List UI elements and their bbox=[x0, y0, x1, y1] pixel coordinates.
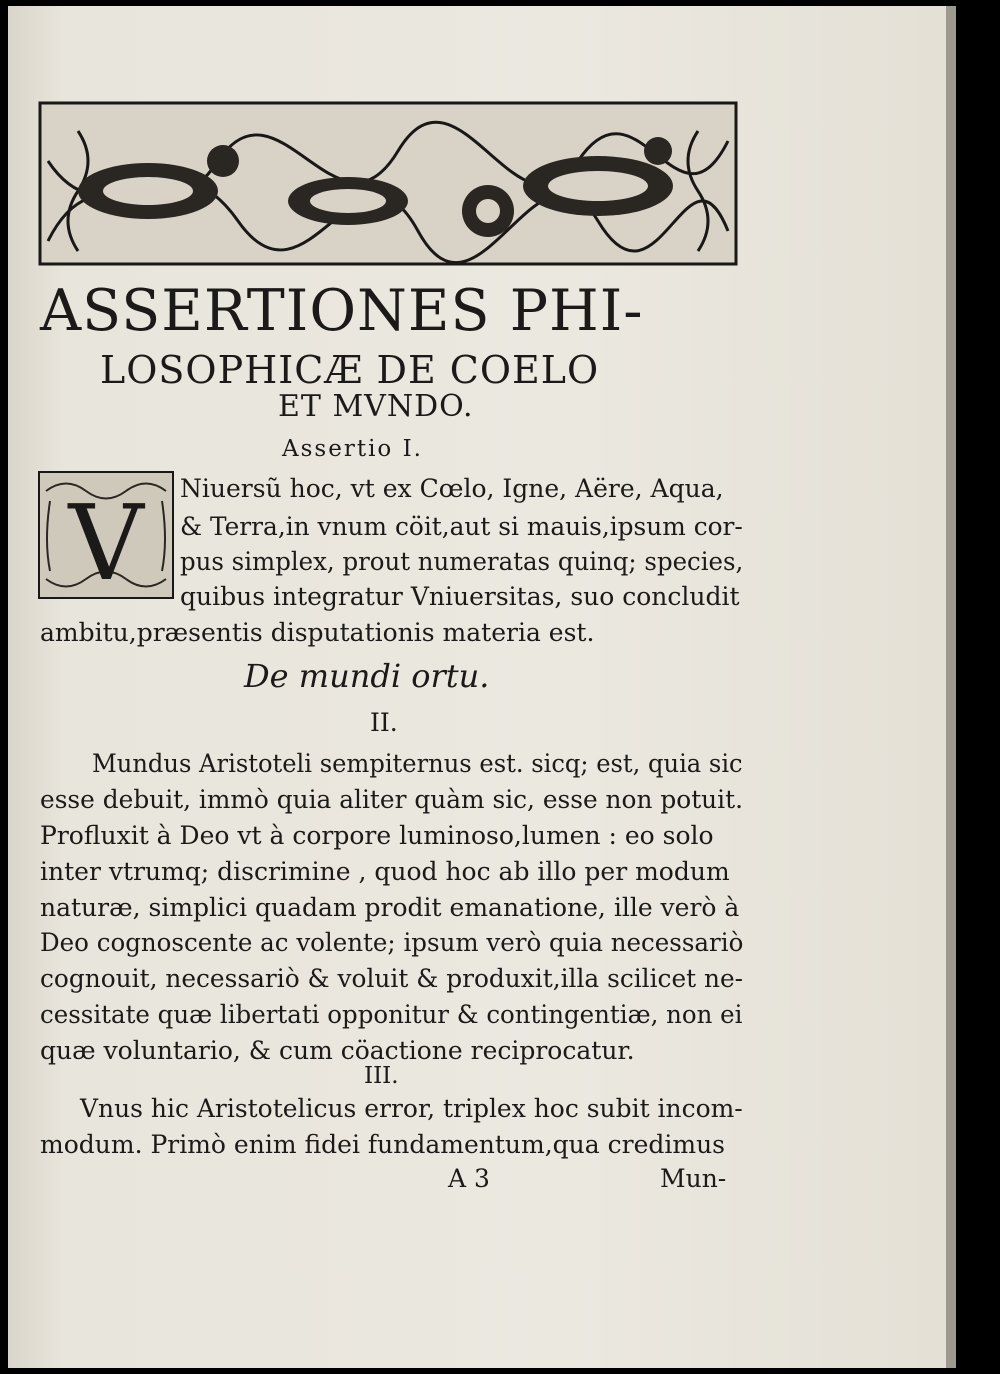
paragraph2-line: quæ voluntario, & cum cöactione reciprocatur. bbox=[40, 1036, 635, 1065]
page-edge bbox=[946, 6, 956, 1368]
paragraph1-line: pus simplex, prout numeratas quinq; species, bbox=[180, 547, 744, 576]
paragraph3-line: Vnus hic Aristotelicus error, triplex hoc subit incom- bbox=[80, 1094, 743, 1123]
assertio-heading: Assertio I. bbox=[282, 436, 423, 462]
section-heading: De mundi ortu. bbox=[244, 657, 490, 695]
assertio-number-2: II. bbox=[370, 708, 398, 737]
paragraph2-line: inter vtrumq; discrimine , quod hoc ab illo per modum bbox=[40, 857, 730, 886]
signature-mark: A 3 bbox=[448, 1164, 490, 1193]
paragraph2-line: cognouit, necessariò & voluit & produxit,illa scilicet ne- bbox=[40, 964, 744, 993]
initial-ornament bbox=[38, 471, 174, 599]
paragraph2-line: cessitate quæ libertati opponitur & contingentiæ, non ei bbox=[40, 1000, 743, 1029]
paragraph2-line: Profluxit à Deo vt à corpore luminoso,lumen : eo solo bbox=[40, 821, 714, 850]
title-line-1: ASSERTIONES PHI- bbox=[40, 278, 644, 344]
paragraph3-line: modum. Primò enim fidei fundamentum,qua credimus bbox=[40, 1130, 725, 1159]
initial-letter: V bbox=[68, 482, 144, 599]
paragraph1-line: & Terra,in vnum cöit,aut si mauis,ipsum cor- bbox=[180, 512, 743, 541]
paragraph2-line: Mundus Aristoteli sempiternus est. sicq; est, quia sic bbox=[92, 749, 743, 778]
book-page bbox=[8, 6, 946, 1368]
paragraph2-line: naturæ, simplici quadam prodit emanatione, ille verò à bbox=[40, 893, 740, 922]
paragraph1-line: quibus integratur Vniuersitas, suo concludit bbox=[180, 582, 740, 611]
decorated-initial-v bbox=[38, 471, 174, 599]
title-line-3: ET MVNDO. bbox=[278, 389, 474, 424]
paragraph2-line: esse debuit, immò quia aliter quàm sic, esse non potuit. bbox=[40, 785, 743, 814]
paragraph1-line: Niuersũ hoc, vt ex Cœlo, Igne, Aëre, Aqua, bbox=[180, 474, 724, 503]
paragraph1-line: ambitu,præsentis disputationis materia est. bbox=[40, 618, 595, 647]
title-line-2: LOSOPHICÆ DE COELO bbox=[100, 348, 600, 392]
woodcut-headpiece-ornament bbox=[38, 101, 738, 266]
assertio-number-3: III. bbox=[364, 1063, 399, 1089]
paragraph2-line: Deo cognoscente ac volente; ipsum verò quia necessariò bbox=[40, 928, 744, 957]
catchword: Mun- bbox=[660, 1164, 727, 1193]
